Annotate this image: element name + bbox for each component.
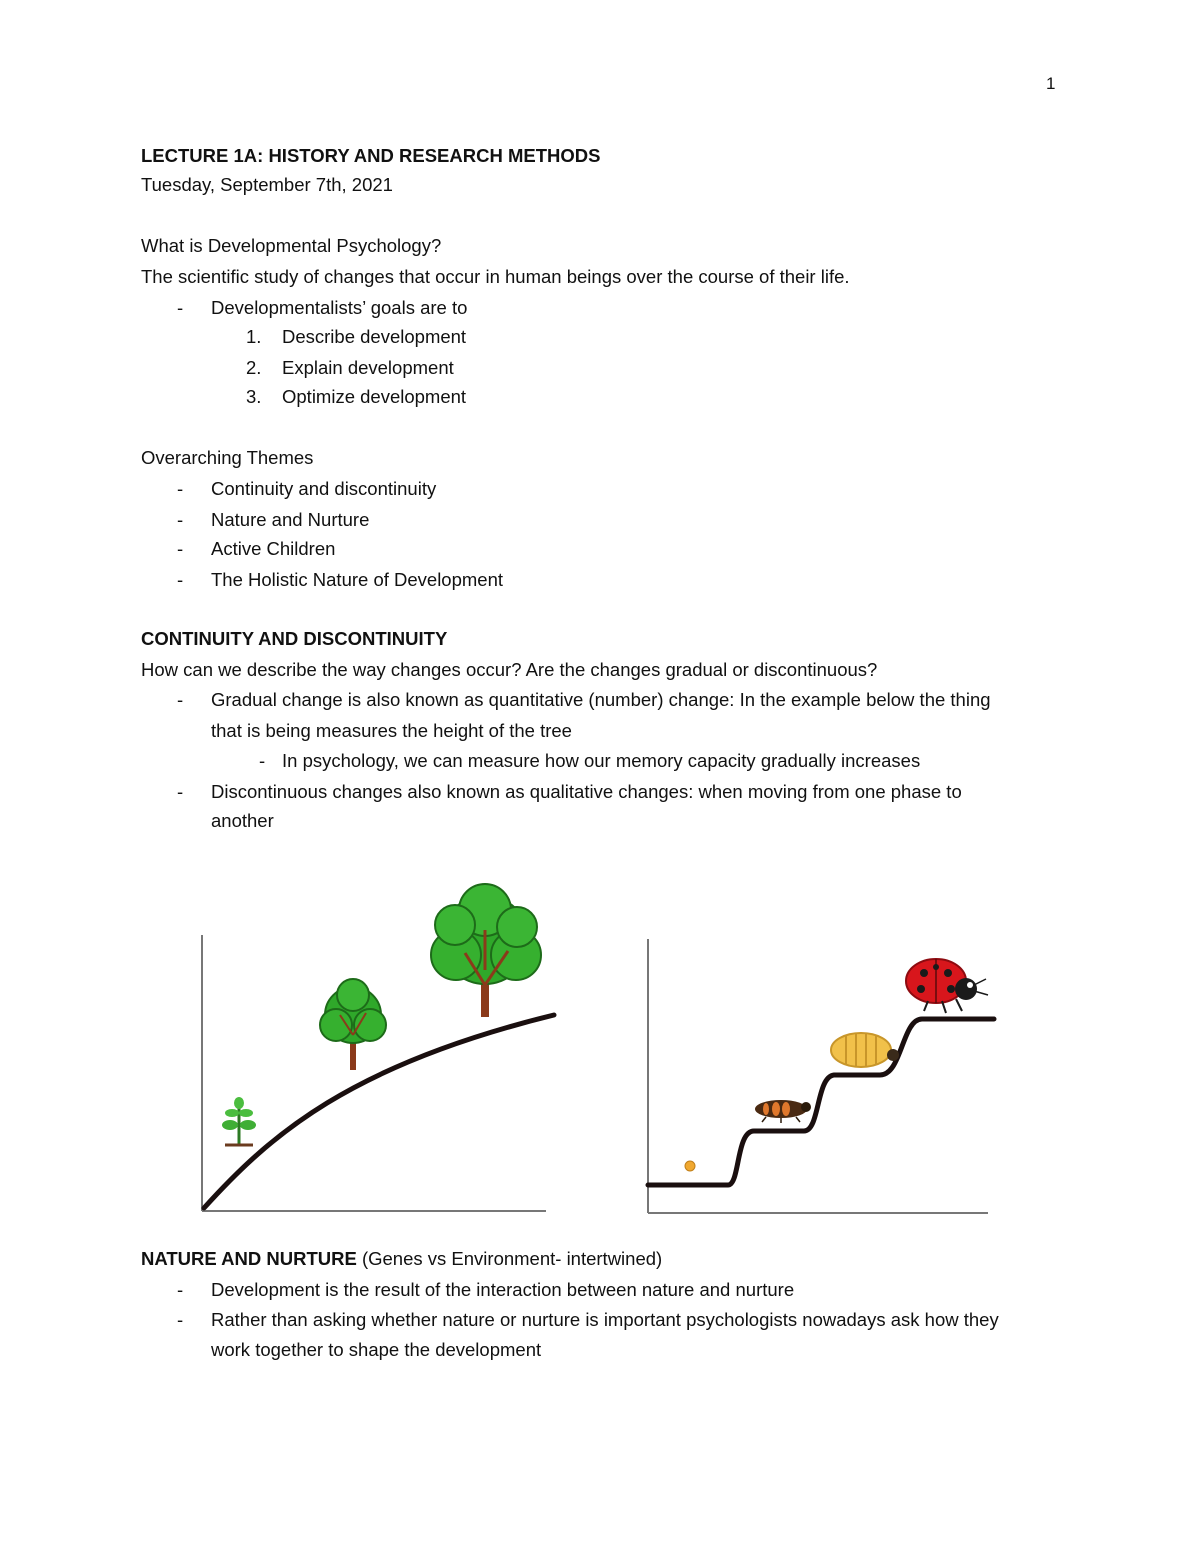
continuous-growth-figure xyxy=(190,875,570,1220)
lecture-date: Tuesday, September 7th, 2021 xyxy=(141,174,393,195)
continuity-heading: CONTINUITY AND DISCONTINUITY xyxy=(141,628,448,649)
gradual-change-text-cont: that is being measures the height of the tree xyxy=(211,720,572,741)
bullet-dash: - xyxy=(177,478,184,499)
bullet-dash: - xyxy=(177,1279,184,1300)
gradual-subpoint: In psychology, we can measure how our memory capacity gradually increases xyxy=(282,750,921,771)
pupa-icon xyxy=(831,1033,899,1067)
nature-item-cont: work together to shape the development xyxy=(211,1339,542,1360)
continuity-question: How can we describe the way changes occur? Are the changes gradual or discontinuous? xyxy=(141,659,878,680)
gradual-growth-curve xyxy=(204,1015,554,1208)
bullet-dash: - xyxy=(177,569,184,590)
bullet-dash: - xyxy=(177,689,184,710)
discontinuous-change-text: Discontinuous changes also known as qualitative changes: when moving from one phase to xyxy=(211,781,962,802)
nature-item: Development is the result of the interaction between nature and nurture xyxy=(211,1279,795,1300)
gradual-change-text: Gradual change is also known as quantitative (number) change: In the example below the thing xyxy=(211,689,991,710)
goal-item: Explain development xyxy=(282,357,454,378)
bullet-dash: - xyxy=(177,509,184,530)
seedling-icon xyxy=(222,1097,256,1145)
theme-item: Nature and Nurture xyxy=(211,509,370,530)
bullet-dash: - xyxy=(177,1309,184,1330)
small-tree-icon xyxy=(320,979,386,1070)
goal-item: Describe development xyxy=(282,326,467,347)
nature-item: Rather than asking whether nature or nurture is important psychologists nowadays ask how they xyxy=(211,1309,999,1330)
ladybug-icon xyxy=(906,959,988,1013)
intro-question: What is Developmental Psychology? xyxy=(141,235,442,256)
theme-item: The Holistic Nature of Development xyxy=(211,569,504,590)
large-tree-icon xyxy=(431,884,541,1017)
theme-item: Active Children xyxy=(211,538,336,559)
discontinuous-change-text-cont: another xyxy=(211,810,274,831)
egg-icon xyxy=(685,1161,695,1171)
goal-item: Optimize development xyxy=(282,386,467,407)
page-number: 1 xyxy=(1046,74,1056,93)
themes-heading: Overarching Themes xyxy=(141,447,314,468)
bullet-dash: - xyxy=(259,750,266,771)
nature-heading: NATURE AND NURTURE xyxy=(141,1248,357,1269)
goal-number: 2. xyxy=(246,357,262,378)
bullet-dash: - xyxy=(177,297,184,318)
nature-subheading: (Genes vs Environment- intertwined) xyxy=(356,1248,663,1269)
nature-heading-line xyxy=(141,1248,662,1270)
stepwise-change-curve xyxy=(648,1019,994,1185)
goals-lead: Developmentalists’ goals are to xyxy=(211,297,468,318)
theme-item: Continuity and discontinuity xyxy=(211,478,437,499)
goal-number: 3. xyxy=(246,386,262,407)
discontinuous-stages-figure xyxy=(636,875,1016,1220)
intro-definition: The scientific study of changes that occur in human beings over the course of their life. xyxy=(141,266,850,287)
goal-number: 1. xyxy=(246,326,262,347)
larva-icon xyxy=(755,1100,811,1123)
bullet-dash: - xyxy=(177,781,184,802)
bullet-dash: - xyxy=(177,538,184,559)
lecture-title: LECTURE 1A: HISTORY AND RESEARCH METHODS xyxy=(141,145,601,166)
